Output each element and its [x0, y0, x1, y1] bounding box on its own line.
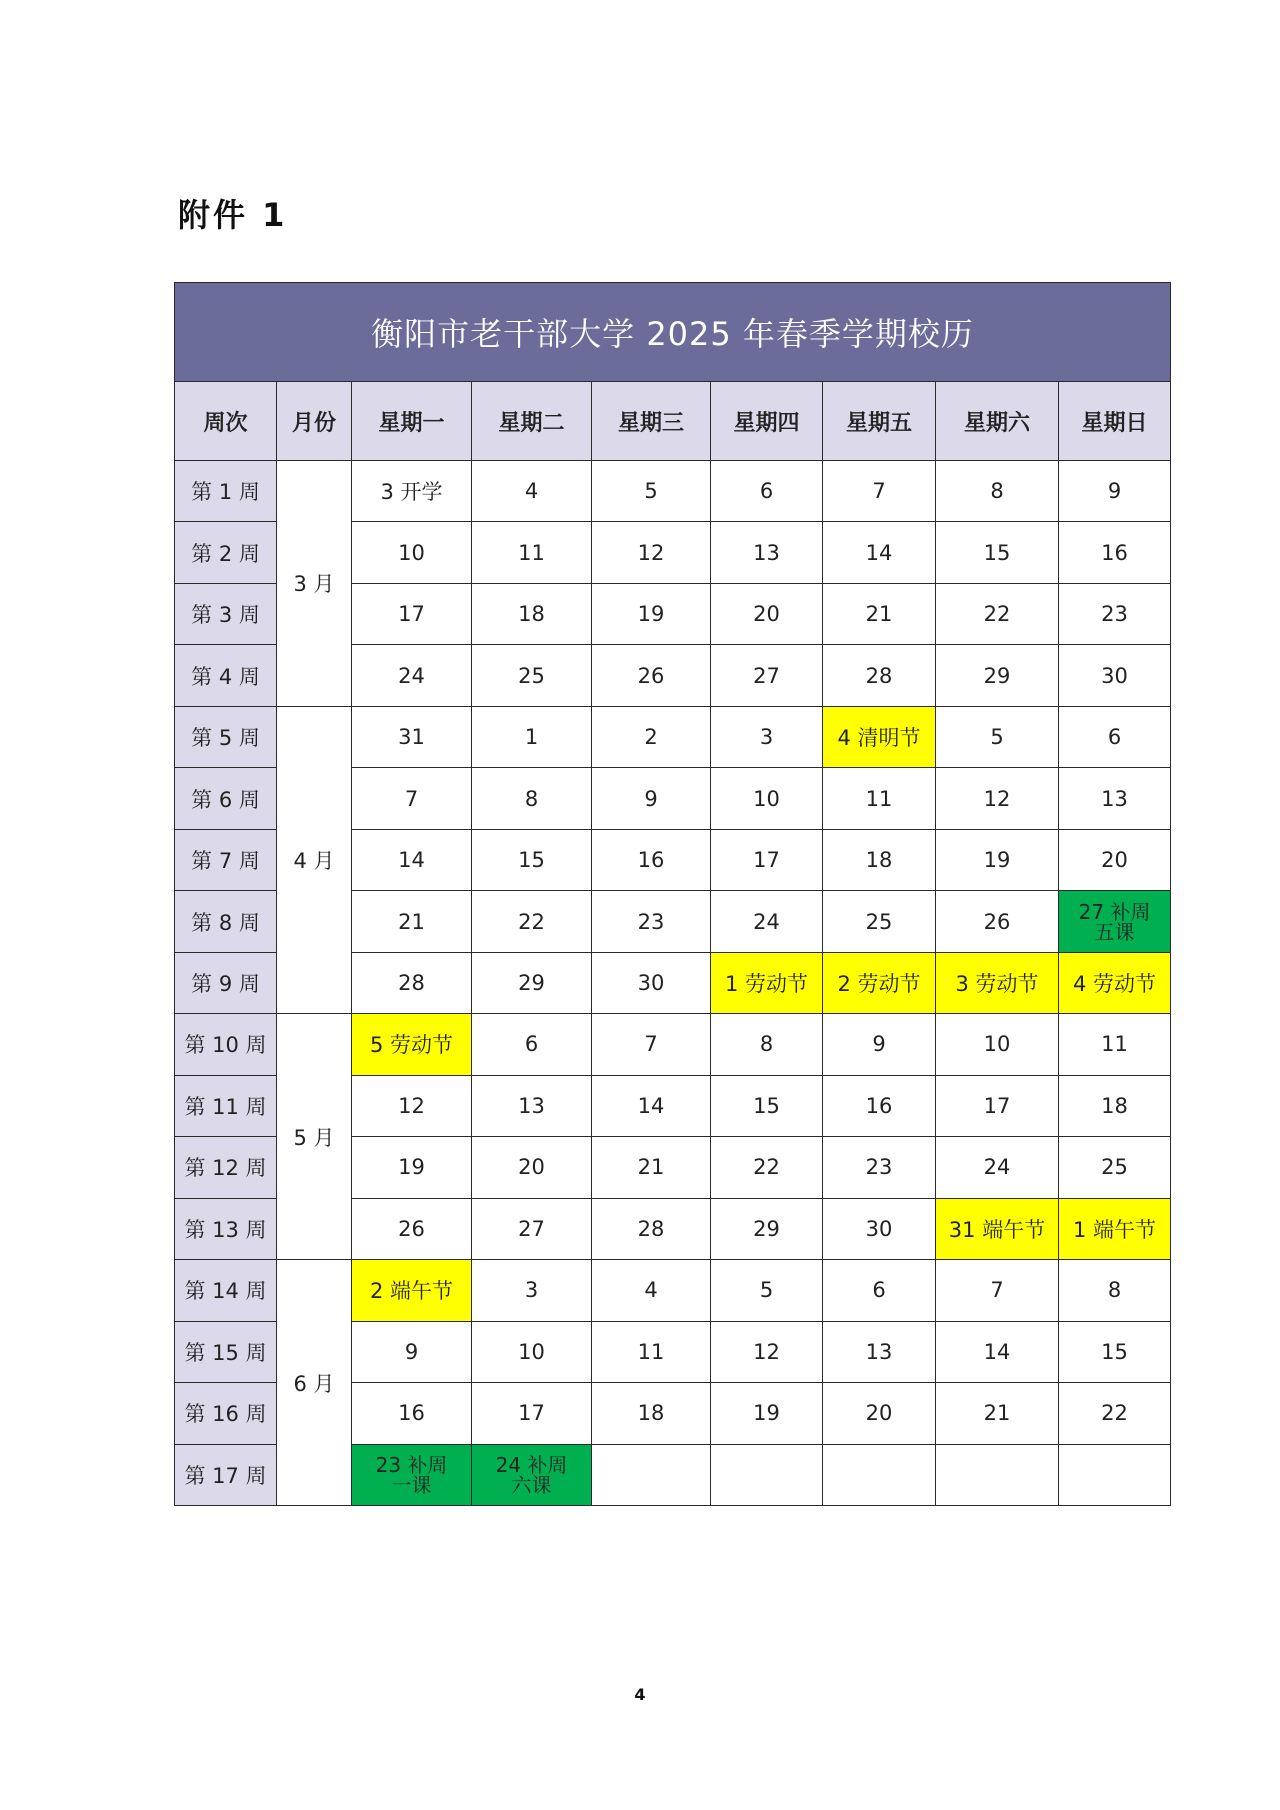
week-label: 第 16 周 [175, 1383, 277, 1444]
day-cell: 10 [711, 768, 823, 829]
day-cell: 17 [352, 583, 472, 644]
day-cell [352, 1444, 472, 1506]
day-cell: 6 [823, 1260, 936, 1321]
day-cell: 4 [592, 1260, 711, 1321]
day-cell: 28 [592, 1198, 711, 1259]
column-header: 星期六 [936, 382, 1059, 461]
day-cell: 24 [936, 1137, 1059, 1198]
day-cell: 19 [352, 1137, 472, 1198]
day-cell: 20 [472, 1137, 592, 1198]
day-cell: 13 [823, 1321, 936, 1382]
day-cell: 8 [936, 461, 1059, 522]
day-cell [472, 1444, 592, 1506]
day-cell: 18 [1059, 1075, 1171, 1136]
day-cell: 7 [823, 461, 936, 522]
day-cell: 11 [472, 522, 592, 583]
column-header: 周次 [175, 382, 277, 461]
day-cell [823, 1444, 936, 1506]
day-cell: 15 [711, 1075, 823, 1136]
column-header: 星期一 [352, 382, 472, 461]
day-cell: 26 [352, 1198, 472, 1259]
day-cell: 5 [711, 1260, 823, 1321]
day-cell [592, 1444, 711, 1506]
day-cell: 18 [592, 1383, 711, 1444]
day-cell: 3 [472, 1260, 592, 1321]
day-cell: 29 [711, 1198, 823, 1259]
column-header: 星期三 [592, 382, 711, 461]
week-label: 第 13 周 [175, 1198, 277, 1259]
week-row [175, 1260, 1171, 1321]
day-cell: 22 [936, 583, 1059, 644]
day-cell: 14 [936, 1321, 1059, 1382]
day-cell: 30 [1059, 645, 1171, 706]
day-cell: 11 [1059, 1014, 1171, 1075]
column-header: 星期日 [1059, 382, 1171, 461]
week-row [175, 461, 1171, 522]
day-cell: 23 [823, 1137, 936, 1198]
day-cell: 12 [592, 522, 711, 583]
day-cell: 12 [352, 1075, 472, 1136]
day-cell: 29 [472, 952, 592, 1013]
day-cell: 15 [1059, 1321, 1171, 1382]
day-cell: 14 [823, 522, 936, 583]
week-label: 第 3 周 [175, 583, 277, 644]
day-cell: 16 [592, 829, 711, 890]
day-cell: 16 [352, 1383, 472, 1444]
day-cell: 14 [592, 1075, 711, 1136]
day-cell: 22 [711, 1137, 823, 1198]
day-cell: 6 [711, 461, 823, 522]
day-cell: 23 [592, 891, 711, 952]
day-cell: 23 [1059, 583, 1171, 644]
week-label: 第 4 周 [175, 645, 277, 706]
day-cell: 28 [352, 952, 472, 1013]
day-cell: 7 [352, 768, 472, 829]
day-cell: 2 [592, 706, 711, 767]
day-cell: 21 [936, 1383, 1059, 1444]
day-cell: 8 [1059, 1260, 1171, 1321]
day-cell: 3 [711, 706, 823, 767]
day-cell: 21 [352, 891, 472, 952]
day-cell [1059, 1444, 1171, 1506]
week-label: 第 10 周 [175, 1014, 277, 1075]
day-cell: 19 [936, 829, 1059, 890]
day-cell: 17 [936, 1075, 1059, 1136]
day-cell: 17 [711, 829, 823, 890]
day-cell: 16 [823, 1075, 936, 1136]
day-cell: 10 [352, 522, 472, 583]
week-row [175, 706, 1171, 767]
day-cell: 19 [592, 583, 711, 644]
day-cell [936, 1444, 1059, 1506]
day-cell: 5 劳动节 [352, 1014, 472, 1075]
column-header: 月份 [277, 382, 352, 461]
day-cell: 25 [472, 645, 592, 706]
day-cell: 17 [472, 1383, 592, 1444]
day-cell: 3 开学 [352, 461, 472, 522]
week-label: 第 2 周 [175, 522, 277, 583]
calendar-body [175, 461, 1171, 1506]
day-cell: 3 劳动节 [936, 952, 1059, 1013]
day-cell: 22 [1059, 1383, 1171, 1444]
day-cell: 22 [472, 891, 592, 952]
day-cell: 28 [823, 645, 936, 706]
week-label: 第 14 周 [175, 1260, 277, 1321]
day-cell: 20 [823, 1383, 936, 1444]
day-cell: 26 [936, 891, 1059, 952]
day-cell: 9 [592, 768, 711, 829]
header-row [175, 382, 1171, 461]
day-cell: 4 劳动节 [1059, 952, 1171, 1013]
day-cell: 15 [936, 522, 1059, 583]
week-label: 第 7 周 [175, 829, 277, 890]
day-cell: 24 [711, 891, 823, 952]
column-header: 星期四 [711, 382, 823, 461]
day-cell: 10 [936, 1014, 1059, 1075]
column-header: 星期五 [823, 382, 936, 461]
day-cell: 9 [823, 1014, 936, 1075]
day-cell: 9 [1059, 461, 1171, 522]
week-row [175, 1014, 1171, 1075]
month-label: 4 月 [277, 706, 352, 1013]
month-label: 5 月 [277, 1014, 352, 1260]
day-cell: 7 [592, 1014, 711, 1075]
day-cell: 18 [472, 583, 592, 644]
day-cell: 21 [592, 1137, 711, 1198]
day-cell: 6 [472, 1014, 592, 1075]
day-cell-text: 24 补周 六课 [495, 1452, 568, 1497]
day-cell: 25 [1059, 1137, 1171, 1198]
day-cell: 5 [936, 706, 1059, 767]
month-label: 6 月 [277, 1260, 352, 1506]
day-cell: 30 [823, 1198, 936, 1259]
calendar-title: 衡阳市老干部大学 2025 年春季学期校历 [175, 283, 1171, 382]
day-cell: 7 [936, 1260, 1059, 1321]
day-cell: 30 [592, 952, 711, 1013]
day-cell: 20 [1059, 829, 1171, 890]
school-calendar-table [174, 282, 1171, 1506]
week-label: 第 11 周 [175, 1075, 277, 1136]
week-label: 第 6 周 [175, 768, 277, 829]
day-cell: 5 [592, 461, 711, 522]
day-cell: 1 [472, 706, 592, 767]
day-cell: 11 [823, 768, 936, 829]
day-cell: 12 [711, 1321, 823, 1382]
day-cell: 1 端午节 [1059, 1198, 1171, 1259]
day-cell: 6 [1059, 706, 1171, 767]
day-cell: 31 端午节 [936, 1198, 1059, 1259]
day-cell: 24 [352, 645, 472, 706]
day-cell: 12 [936, 768, 1059, 829]
day-cell-text: 27 补周 五课 [1078, 899, 1151, 944]
day-cell: 14 [352, 829, 472, 890]
day-cell: 15 [472, 829, 592, 890]
day-cell: 2 劳动节 [823, 952, 936, 1013]
day-cell [711, 1444, 823, 1506]
day-cell: 27 [711, 645, 823, 706]
day-cell: 10 [472, 1321, 592, 1382]
month-label: 3 月 [277, 461, 352, 707]
day-cell: 18 [823, 829, 936, 890]
day-cell: 2 端午节 [352, 1260, 472, 1321]
day-cell: 13 [1059, 768, 1171, 829]
day-cell-text: 23 补周 一课 [375, 1452, 448, 1497]
day-cell: 4 [472, 461, 592, 522]
day-cell: 11 [592, 1321, 711, 1382]
day-cell: 1 劳动节 [711, 952, 823, 1013]
column-header: 星期二 [472, 382, 592, 461]
week-label: 第 8 周 [175, 891, 277, 952]
attachment-label: 附件 1 [178, 196, 288, 234]
day-cell: 20 [711, 583, 823, 644]
week-label: 第 15 周 [175, 1321, 277, 1382]
day-cell: 26 [592, 645, 711, 706]
day-cell: 13 [472, 1075, 592, 1136]
day-cell: 29 [936, 645, 1059, 706]
day-cell: 8 [711, 1014, 823, 1075]
day-cell: 4 清明节 [823, 706, 936, 767]
day-cell: 8 [472, 768, 592, 829]
day-cell: 21 [823, 583, 936, 644]
week-label: 第 1 周 [175, 461, 277, 522]
day-cell: 19 [711, 1383, 823, 1444]
page-number: 4 [634, 1685, 646, 1704]
week-label: 第 12 周 [175, 1137, 277, 1198]
week-label: 第 9 周 [175, 952, 277, 1013]
day-cell: 9 [352, 1321, 472, 1382]
day-cell: 31 [352, 706, 472, 767]
day-cell: 13 [711, 522, 823, 583]
day-cell: 25 [823, 891, 936, 952]
week-label: 第 5 周 [175, 706, 277, 767]
week-label: 第 17 周 [175, 1444, 277, 1506]
day-cell: 27 [472, 1198, 592, 1259]
day-cell [1059, 891, 1171, 952]
day-cell: 16 [1059, 522, 1171, 583]
